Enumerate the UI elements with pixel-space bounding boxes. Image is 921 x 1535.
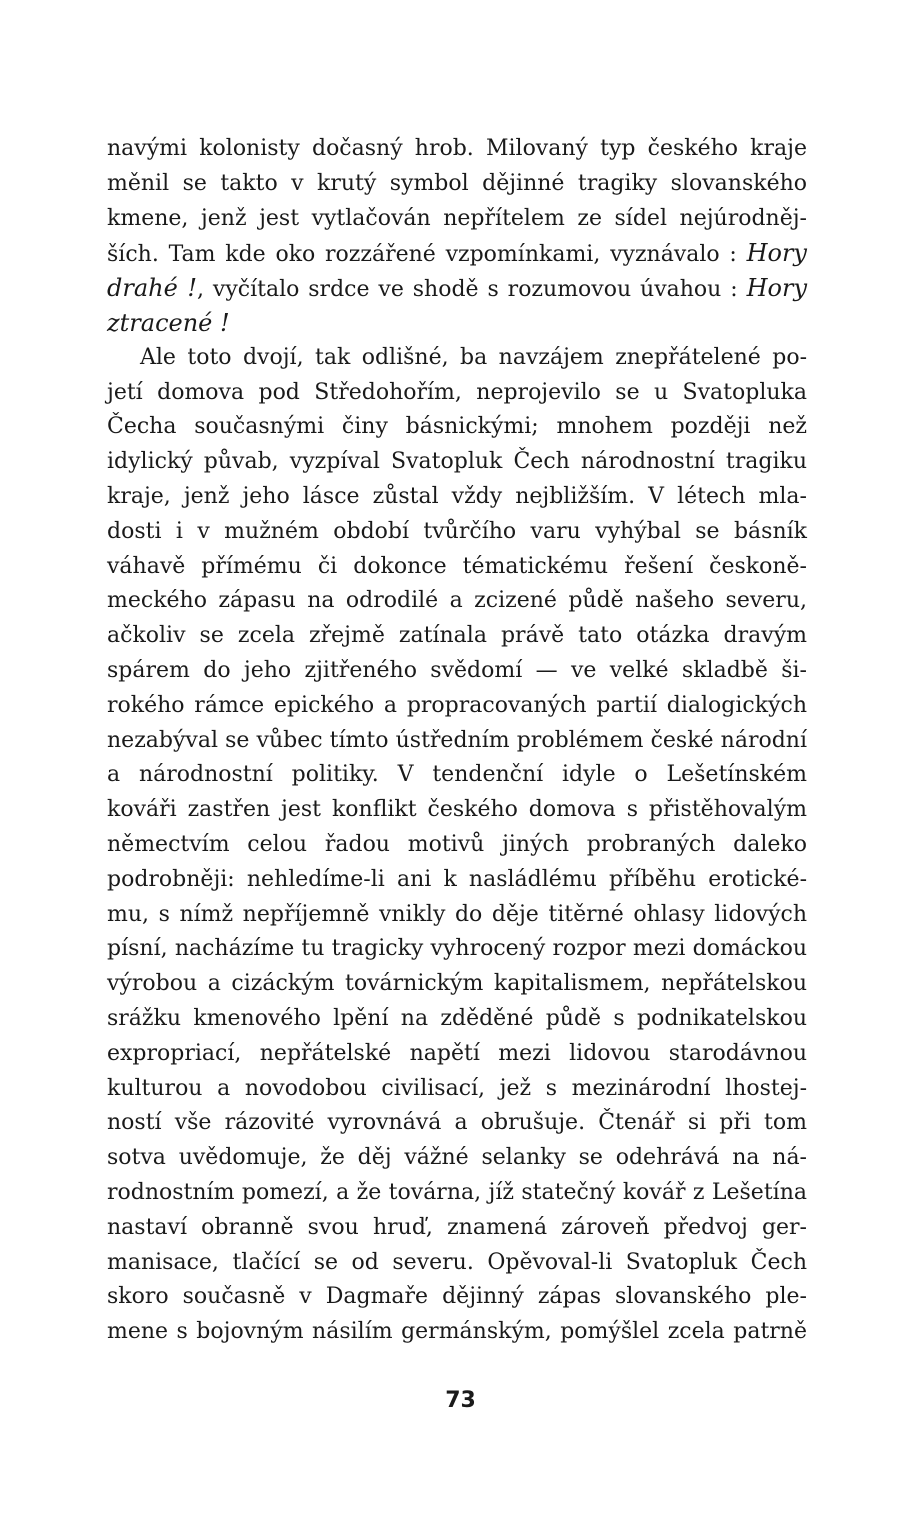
text-line [107,619,807,654]
line-text: rodnostním pomezí, a že továrna, jíž statečný kovář z Lešetína [107,1179,807,1205]
text-line [107,1315,807,1350]
text-line [107,480,807,515]
line-text: měnil se takto v krutý symbol dějinné tragiky slovanského [107,170,807,196]
text-line [107,202,807,237]
line-text: skoro současně v Dagmaře dějinný zápas slovanského ple- [107,1284,807,1310]
text-line [107,584,807,619]
text-line [107,724,807,759]
line-text: mene s bojovným násilím germánským, pomýšlel zcela patrně [107,1319,807,1345]
page-number: 73 [445,1388,476,1413]
text-line [107,689,807,724]
text-line [107,967,807,1002]
text-line [107,793,807,828]
text-line [107,1280,807,1315]
text-line [107,445,807,480]
text-line [107,898,807,933]
line-text: kraje, jenž jeho lásce zůstal vždy nejbližším. V létech mla- [107,483,807,509]
text-line [107,271,807,306]
line-text: manisace, tlačící se od severu. Opěvoval-li Svatopluk Čech [107,1249,807,1275]
text-line [107,341,807,376]
line-text: němectvím celou řadou motivů jiných probraných daleko [107,831,807,857]
line-text: výrobou a cizáckým továrnickým kapitalismem, nepřátelskou [107,971,807,997]
text-line [107,654,807,689]
line-text: idylický půvab, vyzpíval Svatopluk Čech národnostní tragiku [107,449,807,475]
line-text: rokého rámce epického a propracovaných partií dialogických [107,692,807,718]
text-line [107,550,807,585]
line-text: podrobněji: nehledíme-li ani k nasládlému příběhu erotické- [107,866,807,892]
text-line [107,758,807,793]
text-line [107,236,807,271]
line-text: ších. Tam kde oko rozzářené vzpomínkami, vyznávalo : [107,242,747,268]
text-line [107,1211,807,1246]
text-line [107,1072,807,1107]
line-text: spárem do jeho zjitřeného svědomí — ve velké skladbě ši- [107,657,807,683]
text-line [107,932,807,967]
italic-phrase: ztracené ! [107,308,230,337]
text-line [107,1002,807,1037]
line-text: ností vše rázovité vyrovnává a obrušuje. Čtenář si při tom [107,1110,807,1136]
text-line [107,1176,807,1211]
text-line [107,1037,807,1072]
line-text: dosti i v mužném období tvůrčího varu vyhýbal se básník [107,518,807,544]
line-text: navými kolonisty dočasný hrob. Milovaný typ českého kraje [107,136,807,161]
page-body [107,132,807,1350]
text-line [107,376,807,411]
italic-phrase: Hory [746,274,808,303]
line-text: meckého zápasu na odrodilé a zcizené půdě našeho severu, [107,588,807,614]
text-line [107,306,807,341]
line-text: kmene, jenž jest vytlačován nepřítelem ze sídel nejúrodněj- [107,205,807,231]
text-line [107,167,807,202]
line-text: jetí domova pod Středohořím, neprojevilo se u Svatopluka [107,379,807,405]
text-line [107,515,807,550]
text-line [107,1141,807,1176]
text-line [107,410,807,445]
line-text: kulturou a novodobou civilisací, jež s mezinárodní lhostej- [107,1075,807,1101]
line-text: , vyčítalo srdce ve shodě s rozumovou úvahou : [197,277,747,303]
text-line [107,1246,807,1281]
line-text: a národnostní politiky. V tendenční idyle o Lešetínském [107,762,807,788]
text-line [107,828,807,863]
line-text: ačkoliv se zcela zřejmě zatínala právě tato otázka dravým [107,623,807,649]
line-text: kováři zastřen jest konflikt českého domova s přistěhovalým [107,797,807,823]
text-line [107,1106,807,1141]
italic-phrase: drahé ! [107,274,197,303]
line-text: Ale toto dvojí, tak odlišné, ba navzájem znepřátelené po- [140,344,807,370]
text-line [107,132,807,167]
line-text: Čecha současnými činy básnickými; mnohem později než [107,414,807,440]
line-text: váhavě přímému či dokonce tématickému řešení českoně- [107,553,807,579]
line-text: srážku kmenového lpění na zděděné půdě s podnikatelskou [107,1005,807,1031]
line-text: mu, s nímž nepříjemně vnikly do děje titěrné ohlasy lidových [107,901,807,927]
line-text: nastaví obranně svou hruď, znamená zároveň předvoj ger- [107,1214,807,1240]
text-line [107,863,807,898]
line-text: sotva uvědomuje, že děj vážné selanky se odehrává na ná- [107,1145,807,1171]
line-text: expropriací, nepřátelské napětí mezi lidovou starodávnou [107,1040,807,1066]
italic-phrase: Hory [746,239,807,268]
line-text: písní, nacházíme tu tragicky vyhrocený rozpor mezi domáckou [107,936,807,962]
line-text: nezabýval se vůbec tímto ústředním problémem české národní [107,727,807,753]
